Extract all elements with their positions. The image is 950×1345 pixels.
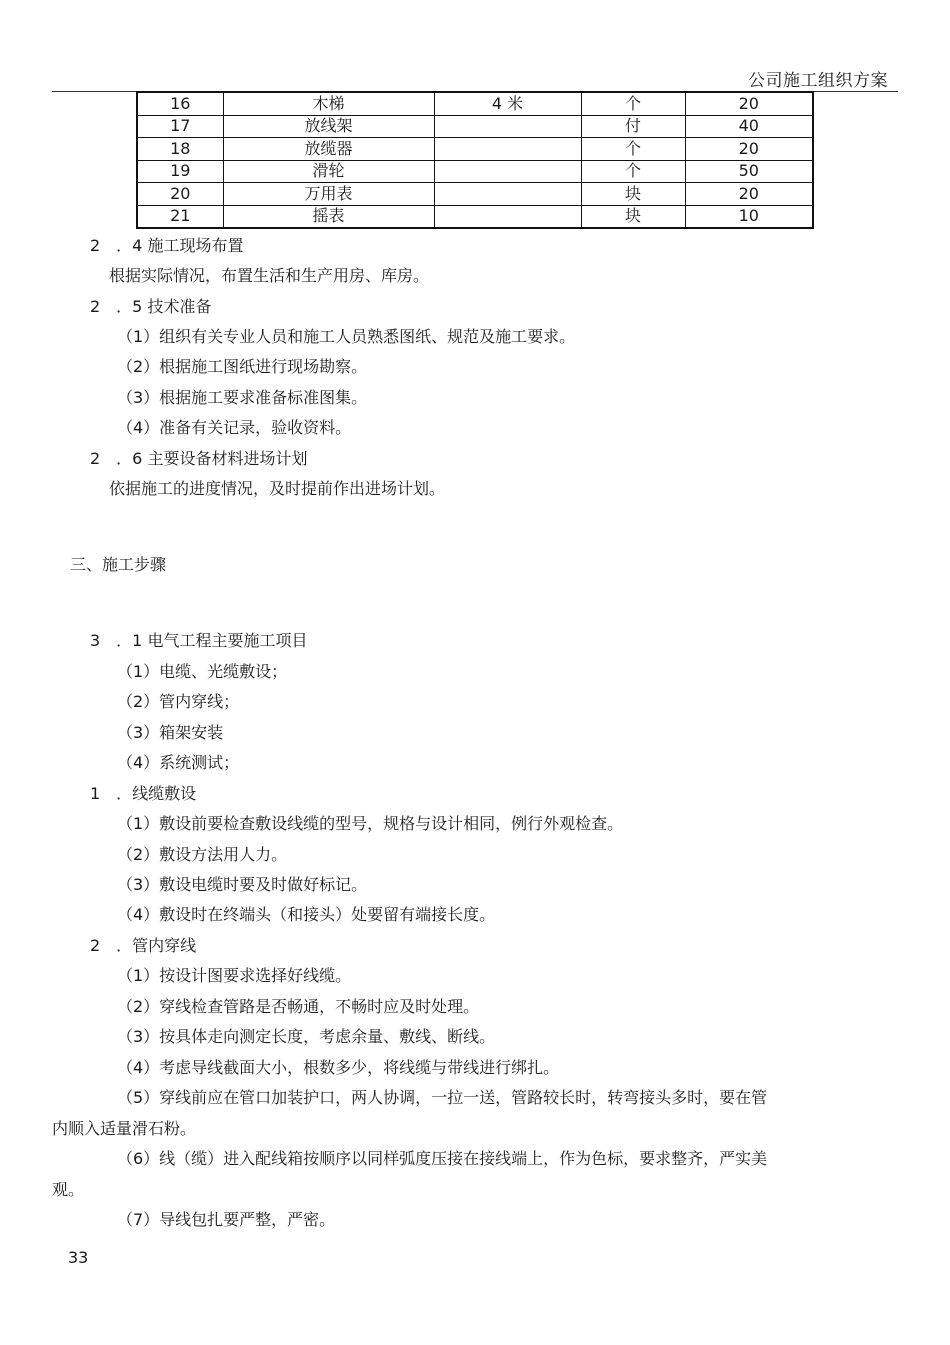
item-spec-cell: 4 米 <box>434 92 581 115</box>
list-item: （3）按具体走向测定长度，考虑余量、敷线、断线。 <box>117 1027 496 1046</box>
item-name-cell: 放缆器 <box>223 138 434 161</box>
list-item: （4）准备有关记录，验收资料。 <box>117 418 352 437</box>
item-quantity-cell: 40 <box>685 115 813 138</box>
item-spec-cell <box>434 160 581 183</box>
item-unit-cell: 块 <box>581 183 685 206</box>
item-name-cell: 滑轮 <box>223 160 434 183</box>
section-heading-cable-laying: 1 ．线缆敷设 <box>90 784 197 803</box>
header-title: 公司施工组织方案 <box>748 71 888 91</box>
item-number-cell: 19 <box>137 160 223 183</box>
section-heading-technical-prep: 2 ．5 技术准备 <box>90 297 212 316</box>
item-spec-cell <box>434 138 581 161</box>
list-item: （1）敷设前要检查敷设线缆的型号，规格与设计相同，例行外观检查。 <box>117 814 624 833</box>
item-unit-cell: 付 <box>581 115 685 138</box>
item-quantity-cell: 50 <box>685 160 813 183</box>
list-item-continuation: 内顺入适量滑石粉。 <box>52 1119 197 1138</box>
section-heading-material-plan: 2 ．6 主要设备材料进场计划 <box>90 449 308 468</box>
item-spec-cell <box>434 183 581 206</box>
section-heading-conduit-wiring: 2 ．管内穿线 <box>90 936 197 955</box>
item-spec-cell <box>434 115 581 138</box>
list-item: （1）按设计图要求选择好线缆。 <box>117 966 352 985</box>
item-unit-cell: 块 <box>581 205 685 228</box>
paragraph: 根据实际情况，布置生活和生产用房、库房。 <box>109 266 430 285</box>
list-item: （5）穿线前应在管口加装护口，两人协调，一拉一送，管路较长时，转弯接头多时，要在管 <box>117 1088 768 1107</box>
item-name-cell: 木梯 <box>223 92 434 115</box>
list-item: （1）电缆、光缆敷设； <box>117 662 288 681</box>
list-item: （4）考虑导线截面大小，根数多少，将线缆与带线进行绑扎。 <box>117 1058 560 1077</box>
item-number-cell: 20 <box>137 183 223 206</box>
item-quantity-cell: 10 <box>685 205 813 228</box>
list-item: （2）穿线检查管路是否畅通，不畅时应及时处理。 <box>117 997 480 1016</box>
item-number-cell: 21 <box>137 205 223 228</box>
item-name-cell: 万用表 <box>223 183 434 206</box>
list-item: （4）敷设时在终端头（和接头）处要留有端接长度。 <box>117 905 496 924</box>
item-name-cell: 放线架 <box>223 115 434 138</box>
table-row <box>137 160 813 183</box>
item-unit-cell: 个 <box>581 138 685 161</box>
list-item: （7）导线包扎要严整，严密。 <box>117 1210 336 1229</box>
table-row <box>137 115 813 138</box>
item-unit-cell: 个 <box>581 92 685 115</box>
item-number-cell: 18 <box>137 138 223 161</box>
list-item: （3）根据施工要求准备标准图集。 <box>117 388 368 407</box>
page-number: 33 <box>68 1248 89 1267</box>
list-item: （2）敷设方法用人力。 <box>117 845 288 864</box>
list-item: （3）敷设电缆时要及时做好标记。 <box>117 875 368 894</box>
item-name-cell: 摇表 <box>223 205 434 228</box>
table-row <box>137 92 813 115</box>
item-quantity-cell: 20 <box>685 92 813 115</box>
list-item: （6）线（缆）进入配线箱按顺序以同样弧度压接在接线端上，作为色标，要求整齐，严实美 <box>117 1149 768 1168</box>
item-number-cell: 17 <box>137 115 223 138</box>
list-item: （2）根据施工图纸进行现场勘察。 <box>117 357 368 376</box>
item-quantity-cell: 20 <box>685 138 813 161</box>
item-quantity-cell: 20 <box>685 183 813 206</box>
item-number-cell: 16 <box>137 92 223 115</box>
table-row <box>137 183 813 206</box>
item-unit-cell: 个 <box>581 160 685 183</box>
list-item: （1）组织有关专业人员和施工人员熟悉图纸、规范及施工要求。 <box>117 327 576 346</box>
section-heading-site-layout: 2 ．4 施工现场布置 <box>90 236 244 255</box>
item-spec-cell <box>434 205 581 228</box>
table-row <box>137 205 813 228</box>
chapter-heading: 三、施工步骤 <box>70 555 167 574</box>
table-row <box>137 138 813 161</box>
list-item-continuation: 观。 <box>52 1180 85 1199</box>
section-heading-electrical-items: 3 ．1 电气工程主要施工项目 <box>90 631 308 650</box>
paragraph: 依据施工的进度情况，及时提前作出进场计划。 <box>109 479 446 498</box>
list-item: （2）管内穿线； <box>117 692 240 711</box>
list-item: （3）箱架安装 <box>117 723 224 742</box>
list-item: （4）系统测试； <box>117 753 240 772</box>
equipment-table <box>136 91 814 229</box>
